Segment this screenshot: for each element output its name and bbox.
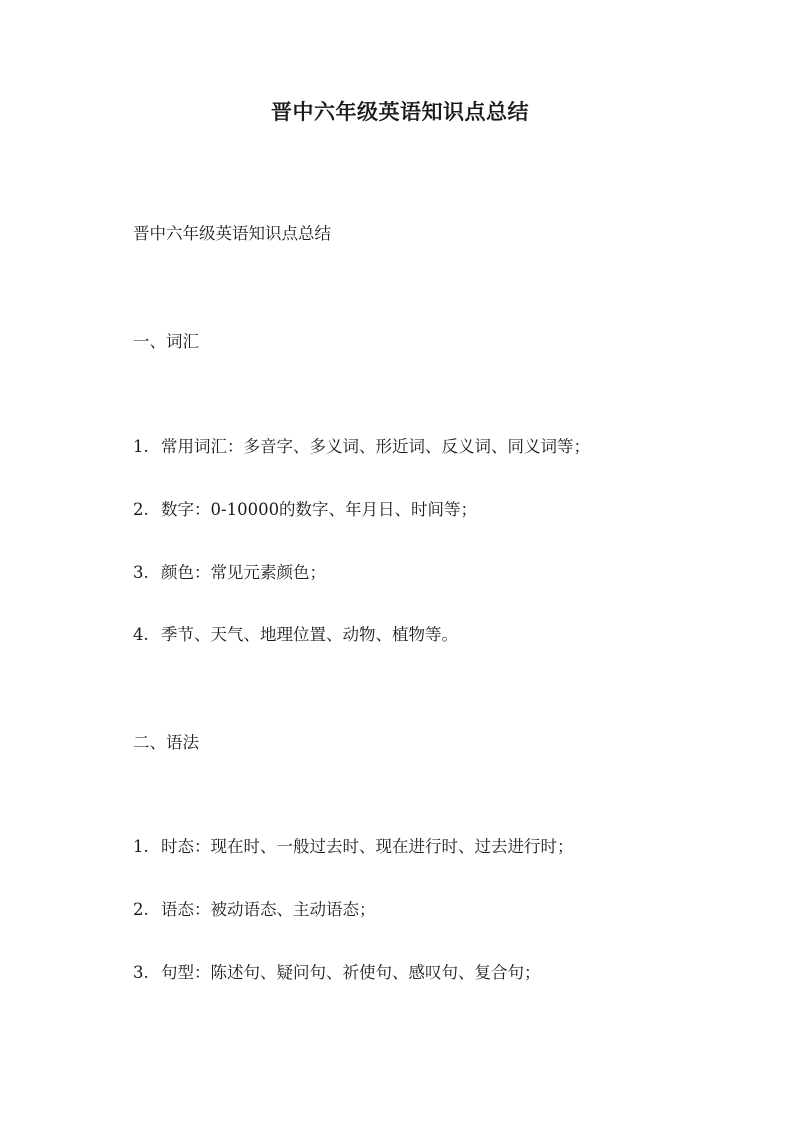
list-item xyxy=(133,959,541,983)
list-item-number: 1. xyxy=(133,837,149,856)
list-item-text: 时态：现在时、一般过去时、现在进行时、过去进行时； xyxy=(161,837,574,856)
list-item-text: 句型：陈述句、疑问句、祈使句、感叹句、复合句； xyxy=(161,963,541,982)
list-item-text: 语态：被动语态、主动语态； xyxy=(161,900,376,919)
list-item xyxy=(133,621,458,645)
list-item-number: 1. xyxy=(133,437,149,456)
section-heading-grammar: 二、语法 xyxy=(133,733,199,752)
list-item-text: 数字：0-10000的数字、年月日、时间等； xyxy=(161,500,478,519)
document-subtitle: 晋中六年级英语知识点总结 xyxy=(133,224,331,243)
list-item-text: 颜色：常见元素颜色； xyxy=(161,563,326,582)
document-title: 晋中六年级英语知识点总结 xyxy=(271,99,529,124)
list-item xyxy=(133,896,376,920)
list-item-text: 常用词汇：多音字、多义词、形近词、反义词、同义词等； xyxy=(161,437,590,456)
list-item-number: 4. xyxy=(133,625,149,644)
list-item-number: 2. xyxy=(133,500,149,519)
list-item-number: 3. xyxy=(133,963,149,982)
list-item xyxy=(133,433,590,457)
section-heading-vocabulary: 一、词汇 xyxy=(133,332,199,351)
list-item xyxy=(133,496,477,520)
list-item-text: 季节、天气、地理位置、动物、植物等。 xyxy=(161,625,458,644)
list-item-number: 3. xyxy=(133,563,149,582)
list-item xyxy=(133,559,326,583)
list-item-number: 2. xyxy=(133,900,149,919)
list-item xyxy=(133,833,574,857)
